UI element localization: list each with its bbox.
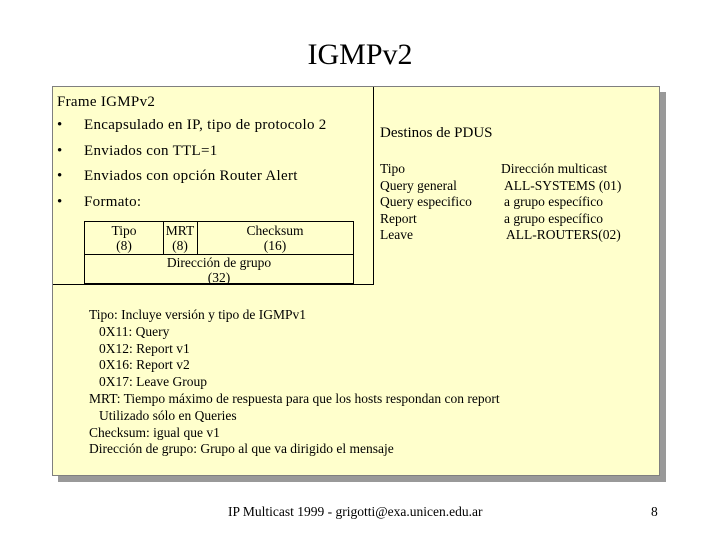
note-line: 0X12: Report v1 <box>99 340 190 356</box>
note-line: MRT: Tiempo máximo de respuesta para que los hosts respondan con report <box>89 390 500 406</box>
bullet-text: Enviados con opción Router Alert <box>84 168 298 184</box>
note-line: 0X11: Query <box>99 323 170 339</box>
content-box <box>52 86 660 476</box>
note-line: 0X17: Leave Group <box>99 374 207 390</box>
bullet-item <box>57 143 327 169</box>
note-line: 0X16: Report v2 <box>99 357 190 373</box>
destinos-cell: ALL-SYSTEMS (01) <box>504 177 622 193</box>
bullet-text: Enviados con TTL=1 <box>84 142 218 159</box>
destinos-cell: Leave <box>380 227 413 242</box>
footer-text: IP Multicast 1999 - grigotti@exa.unicen.edu.ar <box>228 504 483 519</box>
note-line: Utilizado sólo en Queries <box>99 407 237 423</box>
destinos-col-tipo <box>380 161 472 244</box>
field-label: MRT <box>165 223 195 238</box>
destinos-cell: Report <box>380 210 417 226</box>
section-divider <box>53 284 374 285</box>
bullet-dot: • <box>57 117 63 133</box>
bullet-text: Encapsulado en IP, tipo de protocolo 2 <box>84 117 327 133</box>
destinos-header: Dirección multicast <box>501 161 608 176</box>
bullet-item <box>57 194 327 220</box>
field-grupo <box>85 255 353 285</box>
destinos-cell: a grupo específico <box>504 210 603 226</box>
destinos-cell: Query general <box>380 177 457 193</box>
field-label: Tipo <box>111 223 137 238</box>
frame-title: Frame IGMPv2 <box>57 94 156 110</box>
bullet-item <box>57 117 327 143</box>
note-line: Checksum: igual que v1 <box>89 424 220 440</box>
igmp-format-table <box>84 221 354 284</box>
note-line: Dirección de grupo: Grupo al que va dirigido el mensaje <box>89 441 394 457</box>
field-bits: (8) <box>116 238 132 253</box>
bullet-item <box>57 168 327 194</box>
bullet-text: Formato: <box>84 193 142 210</box>
destinos-col-direccion <box>501 161 621 244</box>
destinos-title: Destinos de PDUS <box>380 125 493 141</box>
page-number: 8 <box>651 504 658 519</box>
destinos-cell: ALL-ROUTERS(02) <box>506 227 621 242</box>
destinos-header: Tipo <box>380 161 406 176</box>
destinos-cell: Query especifico <box>380 194 472 209</box>
field-tipo <box>85 223 163 253</box>
field-mrt <box>163 223 197 253</box>
bullet-dot: • <box>57 168 63 184</box>
destinos-cell: a grupo específico <box>504 194 603 209</box>
field-label: Dirección de grupo <box>166 255 272 270</box>
field-bits: (16) <box>263 238 287 253</box>
field-bits: (32) <box>207 270 231 285</box>
notes-block <box>89 307 500 458</box>
bullet-list <box>57 117 327 219</box>
section-divider <box>373 87 374 284</box>
field-label: Checksum <box>246 223 304 238</box>
field-bits: (8) <box>172 238 188 253</box>
note-line: Tipo: Incluye versión y tipo de IGMPv1 <box>89 307 306 322</box>
field-checksum <box>197 223 353 253</box>
bullet-dot: • <box>57 193 63 210</box>
slide-title: IGMPv2 <box>307 38 413 71</box>
bullet-dot: • <box>57 142 63 159</box>
